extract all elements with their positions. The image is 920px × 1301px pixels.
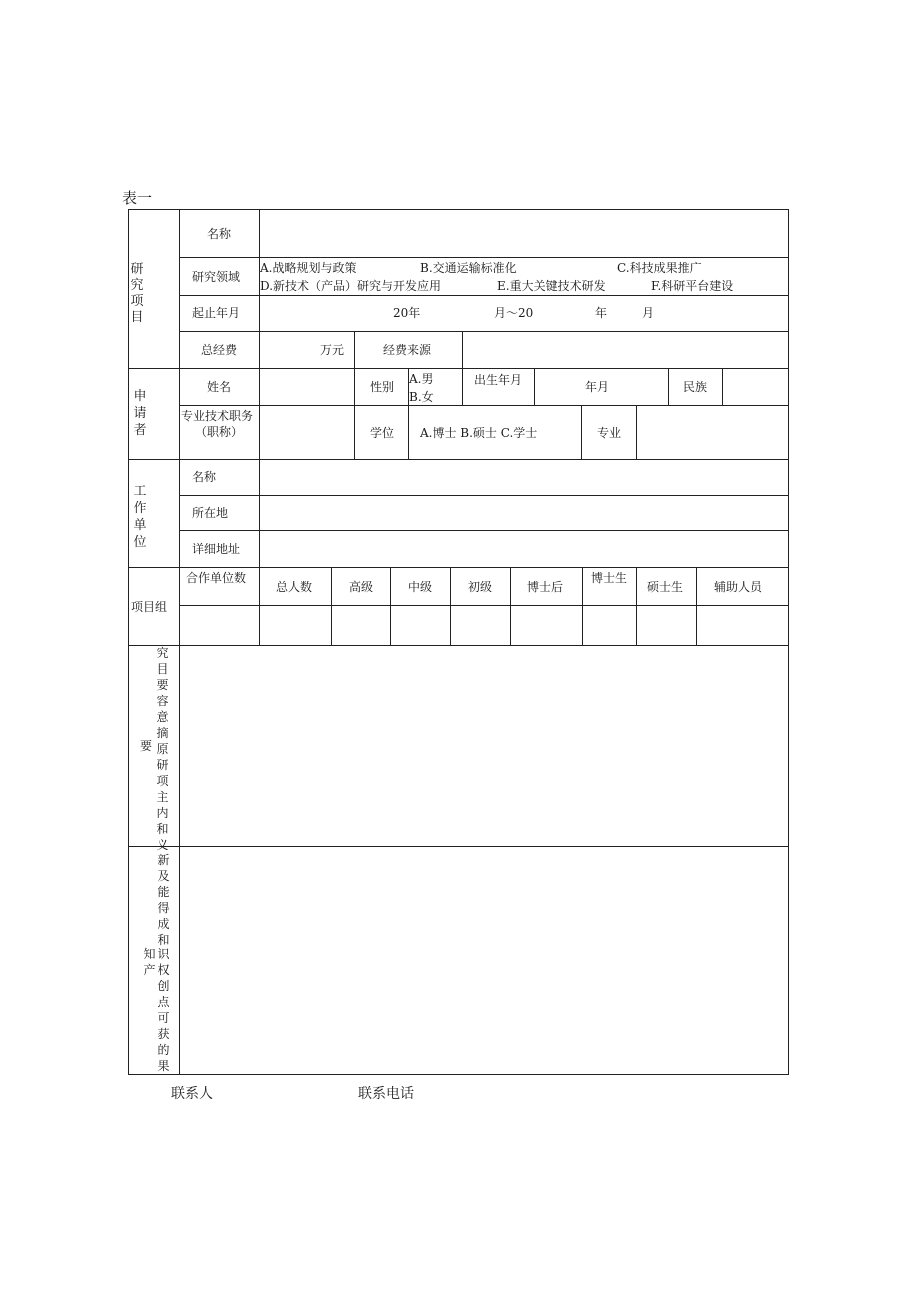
- field-option-c[interactable]: C.科技成果推广: [617, 261, 702, 275]
- team-header-assistant: 辅助人员: [714, 580, 763, 594]
- table-label: 表一: [122, 189, 153, 207]
- application-form-table: [128, 209, 789, 1075]
- innovation-label-col1: 新及能得成和: [157, 853, 170, 947]
- team-header-total: 总人数: [276, 580, 313, 594]
- degree-options[interactable]: A.博士 B.硕士 C.学士: [420, 426, 538, 440]
- field-option-e[interactable]: E.重大关键技术研发: [497, 279, 606, 293]
- team-header-senior: 高级: [349, 580, 374, 594]
- unit-address-label: 详细地址: [192, 542, 241, 556]
- major-label: 专业: [597, 426, 622, 440]
- unit-name-label: 名称: [192, 470, 217, 484]
- field-option-b[interactable]: B.交通运输标准化: [420, 261, 517, 275]
- period-label: 起止年月: [192, 306, 241, 320]
- degree-label: 学位: [370, 426, 395, 440]
- title-label-line2: （职称）: [195, 425, 244, 439]
- team-header-phd: 博士生: [591, 571, 628, 585]
- period-end-year[interactable]: 年: [595, 306, 608, 320]
- gender-option-male[interactable]: A.男: [409, 372, 434, 386]
- innovation-label-col2: 识权创点可获的果: [157, 947, 170, 1073]
- ethnicity-label: 民族: [683, 380, 708, 394]
- budget-label: 总经费: [201, 343, 238, 357]
- gender-option-female[interactable]: B.女: [409, 390, 434, 404]
- section-label-research-project: 研究项目: [130, 262, 144, 325]
- contact-person-label: 联系人: [171, 1086, 213, 1102]
- field-option-f[interactable]: F.科研平台建设: [651, 279, 734, 293]
- team-header-postdoc: 博士后: [527, 580, 564, 594]
- team-header-intermediate: 中级: [408, 580, 433, 594]
- funding-source-label: 经费来源: [383, 343, 432, 357]
- title-label-line1: 专业技术职务: [181, 409, 254, 423]
- budget-unit: 万元: [320, 343, 345, 357]
- section-label-project-team: 项目组: [131, 600, 168, 614]
- applicant-name-label: 姓名: [207, 380, 232, 394]
- innovation-label-left: 知产: [143, 947, 156, 977]
- birth-label: 出生年月: [474, 373, 523, 387]
- period-end-month[interactable]: 月: [642, 306, 655, 320]
- project-name-label: 名称: [207, 227, 232, 241]
- gender-label: 性别: [370, 380, 395, 394]
- team-header-partners: 合作单位数: [186, 571, 247, 585]
- field-option-d[interactable]: D.新技术（产品）研究与开发应用: [260, 279, 442, 293]
- section-label-work-unit: 工作单位: [133, 484, 147, 550]
- team-header-master: 硕士生: [647, 580, 684, 594]
- contact-phone-label: 联系电话: [358, 1086, 414, 1102]
- section-label-applicant: 申请者: [133, 389, 147, 438]
- birth-field[interactable]: 年月: [585, 380, 610, 394]
- research-field-label: 研究领域: [192, 270, 241, 284]
- summary-label-col1: 究目要容意: [156, 646, 169, 724]
- team-header-junior: 初级: [468, 580, 493, 594]
- unit-location-label: 所在地: [192, 506, 229, 520]
- period-start-year[interactable]: 20年: [393, 306, 421, 320]
- summary-label-left: 要: [140, 739, 153, 753]
- field-option-a[interactable]: A.战略规划与政策: [260, 261, 357, 275]
- period-start-month[interactable]: 月～20: [494, 306, 534, 320]
- summary-label-col2: 摘原研项主内和义: [156, 726, 169, 852]
